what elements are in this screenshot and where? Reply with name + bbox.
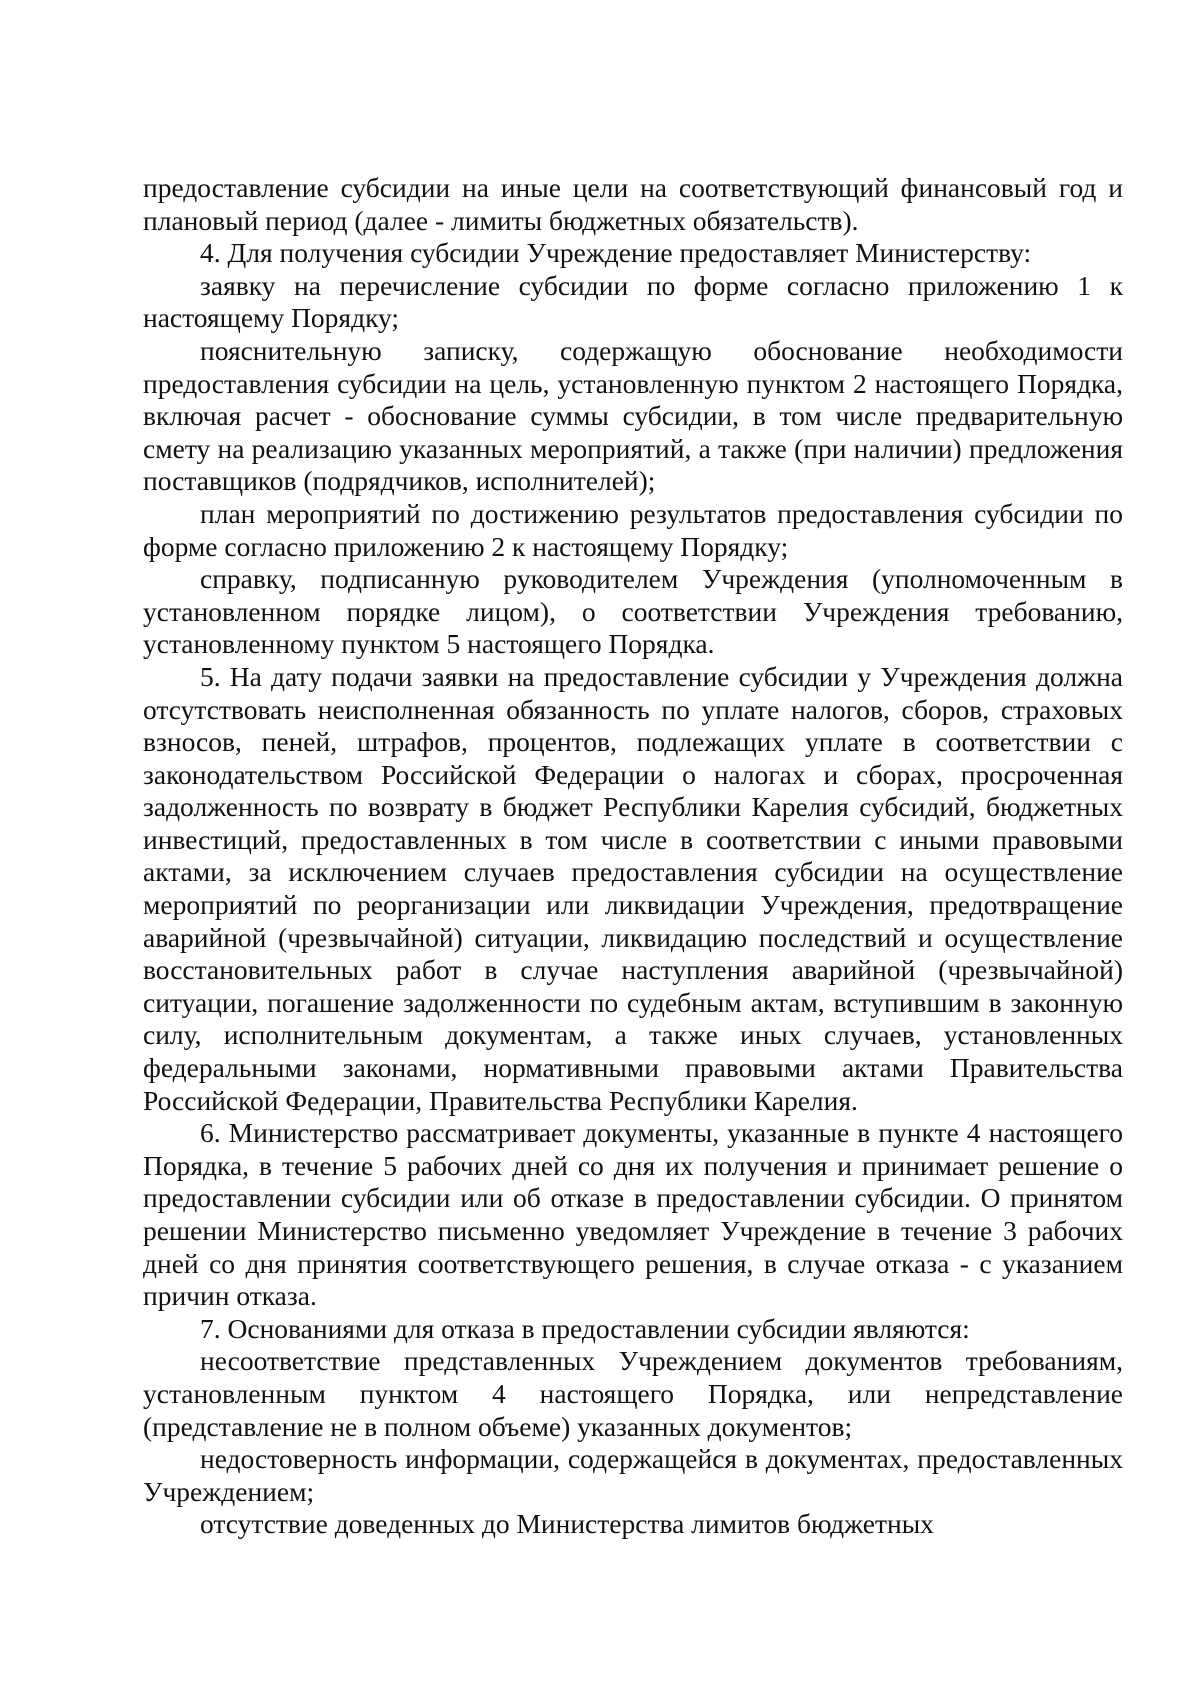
paragraph-explanatory-note: пояснительную записку, содержащую обоснование необходимости предоставления субсидии на цель, установленную пунктом 2 настоящего Порядка, включая расчет - обоснование суммы субсидии, в том числе предварительную смету на реализацию указанных мероприятий, а также (при наличии) предложения поставщиков (подрядчиков, исполнителей); [143,334,1123,497]
paragraph-item-7: 7. Основаниями для отказа в предоставлении субсидии являются: [200,1312,970,1344]
paragraph-application: заявку на перечисление субсидии по форме согласно приложению 1 к настоящему Порядку; [143,269,1123,334]
paragraph-item-4: 4. Для получения субсидии Учреждение предоставляет Министерству: [200,237,1032,269]
paragraph-no-limits: отсутствие доведенных до Министерства лимитов бюджетных [200,1508,934,1540]
paragraph-certificate: справку, подписанную руководителем Учреждения (уполномоченным в установленном порядке лицом), о соответствии Учреждения требованию, установленному пунктом 5 настоящего Порядка. [143,563,1123,660]
paragraph-inaccuracy: недостоверность информации, содержащейся в документах, предоставленных Учреждением; [143,1443,1123,1507]
paragraph-nonconformity: несоответствие представленных Учреждением документов требованиям, установленным пунктом 4 настоящего Порядка, или непредставление (представление не в полном объеме) указанных документов; [143,1345,1123,1442]
document-body [143,172,1123,1541]
paragraph-item-6: 6. Министерство рассматривает документы, указанные в пункте 4 настоящего Порядка, в течение 5 рабочих дней со дня их получения и принимает решение о предоставлении субсидии или об отказе в предоставлении субсидии. О принятом решении Министерство письменно уведомляет Учреждение в течение 3 рабочих дней со дня принятия соответствующего решения, в случае отказа - с указанием причин отказа. [143,1117,1123,1312]
paragraph-continuation: предоставление субсидии на иные цели на соответствующий финансовый год и плановый период (далее - лимиты бюджетных обязательств). [143,172,1123,236]
paragraph-item-5: 5. На дату подачи заявки на предоставление субсидии у Учреждения должна отсутствовать неисполненная обязанность по уплате налогов, сборов, страховых взносов, пеней, штрафов, процентов, подлежащих уплате в соответствии с законодательством Российской Федерации о налогах и сборах, просроченная задолженность по возврату в бюджет Республики Карелия субсидий, бюджетных инвестиций, предоставленных в том числе в соответствии с иными правовыми актами, за исключением случаев предоставления субсидии на осуществление мероприятий по реорганизации или ликвидации Учреждения, предотвращение аварийной (чрезвычайной) ситуации, ликвидацию последствий и осуществление восстановительных работ в случае наступления аварийной (чрезвычайной) ситуации, погашение задолженности по судебным актам, вступившим в законную силу, исполнительным документам, а также иных случаев, установленных федеральными законами, нормативными правовыми актами Правительства Российской Федерации, Правительства Республики Карелия. [143,660,1123,1116]
paragraph-action-plan: план мероприятий по достижению результатов предоставления субсидии по форме согласно приложению 2 к настоящему Порядку; [143,497,1123,562]
